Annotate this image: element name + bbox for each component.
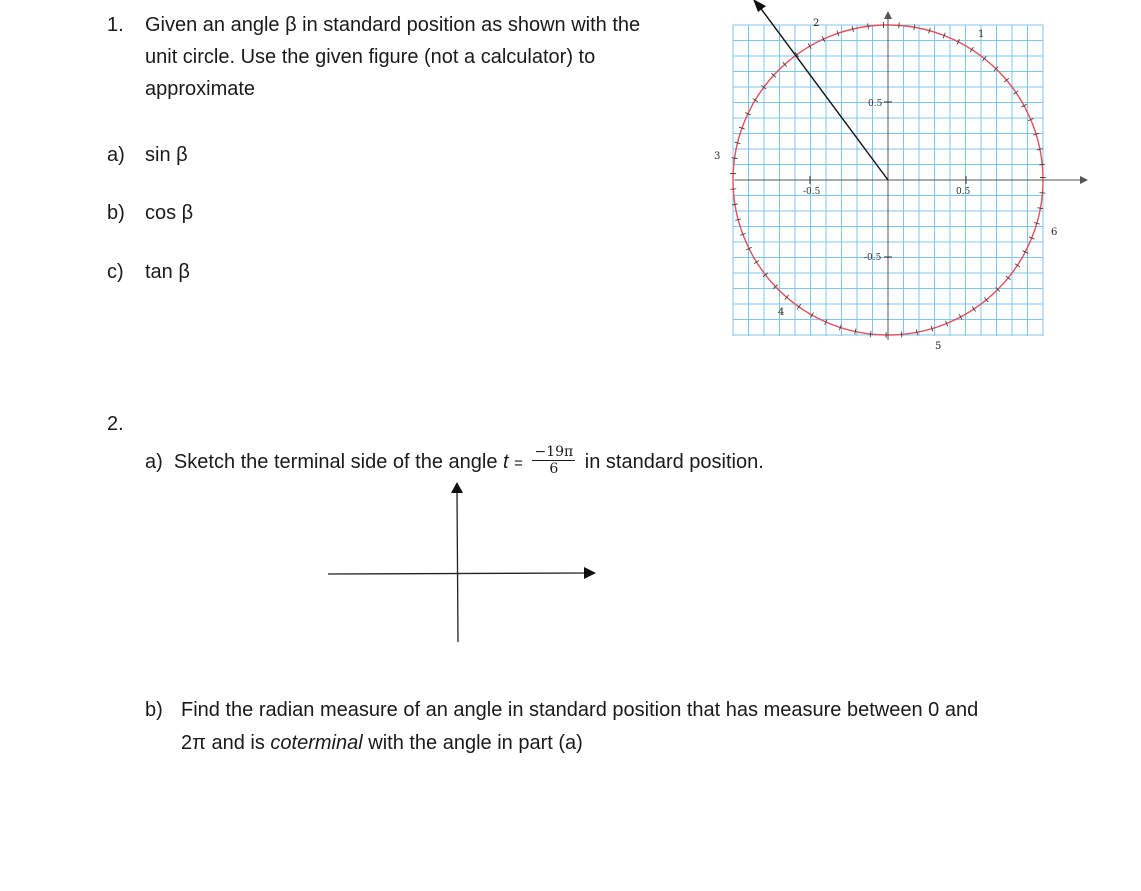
- q2-part-a-label: a): [145, 451, 163, 473]
- coordinate-axes: [735, 11, 1088, 340]
- sketch-axes: [320, 476, 610, 646]
- radian-mark-3: 3: [714, 151, 721, 162]
- q2-part-a-text: Sketch the terminal side of the angle: [173, 451, 498, 473]
- radian-mark-2: 2: [813, 18, 820, 29]
- q1-line-2: unit circle. Use the given figure (not a calculator) to: [145, 46, 596, 68]
- terminal-side-arrowhead: [753, 0, 766, 12]
- unit-circle-figure: [700, 0, 1100, 370]
- q2-part-b-label: b): [145, 699, 163, 721]
- q1-line-1: Given an angle β in standard position as shown with the: [145, 14, 641, 36]
- fraction-numerator: −19π: [534, 444, 574, 461]
- q1-part-c-label: c): [107, 261, 124, 283]
- radian-mark-1: 1: [978, 29, 985, 40]
- radian-mark-4: 4: [778, 307, 785, 318]
- radian-mark-5: 5: [935, 341, 942, 352]
- q2-part-b-line-2-post: with the angle in part (a): [368, 732, 583, 754]
- q2-part-b-line-2-pre: 2π and is: [181, 732, 265, 754]
- y-label-neg: -0.5: [864, 253, 882, 263]
- q1-part-c-text: tan β: [145, 261, 190, 283]
- angle-fraction: [532, 444, 575, 477]
- q1-part-a-text: sin β: [145, 144, 188, 166]
- q1-part-b-label: b): [107, 202, 125, 224]
- radian-mark-6: 6: [1051, 227, 1058, 238]
- q2-part-b-line-2: [181, 727, 583, 759]
- equals-sign: =: [514, 455, 523, 472]
- q1-part-b-text: cos β: [145, 202, 194, 224]
- q2-number: 2.: [107, 413, 124, 435]
- q1-part-a-label: a): [107, 144, 125, 166]
- q1-line-3: approximate: [145, 78, 256, 100]
- fraction-denominator: 6: [549, 461, 559, 478]
- coterminal-term: coterminal: [270, 732, 363, 754]
- q1-number: 1.: [107, 14, 124, 36]
- q2-part-a-text-after: in standard position.: [584, 451, 764, 473]
- x-label-pos: 0.5: [956, 187, 971, 197]
- q2-part-b-line-1: Find the radian measure of an angle in standard position that has measure between 0 and: [181, 699, 979, 721]
- x-label-neg: -0.5: [803, 187, 821, 197]
- angle-variable: t: [503, 451, 509, 473]
- y-label-pos: 0.5: [868, 99, 883, 109]
